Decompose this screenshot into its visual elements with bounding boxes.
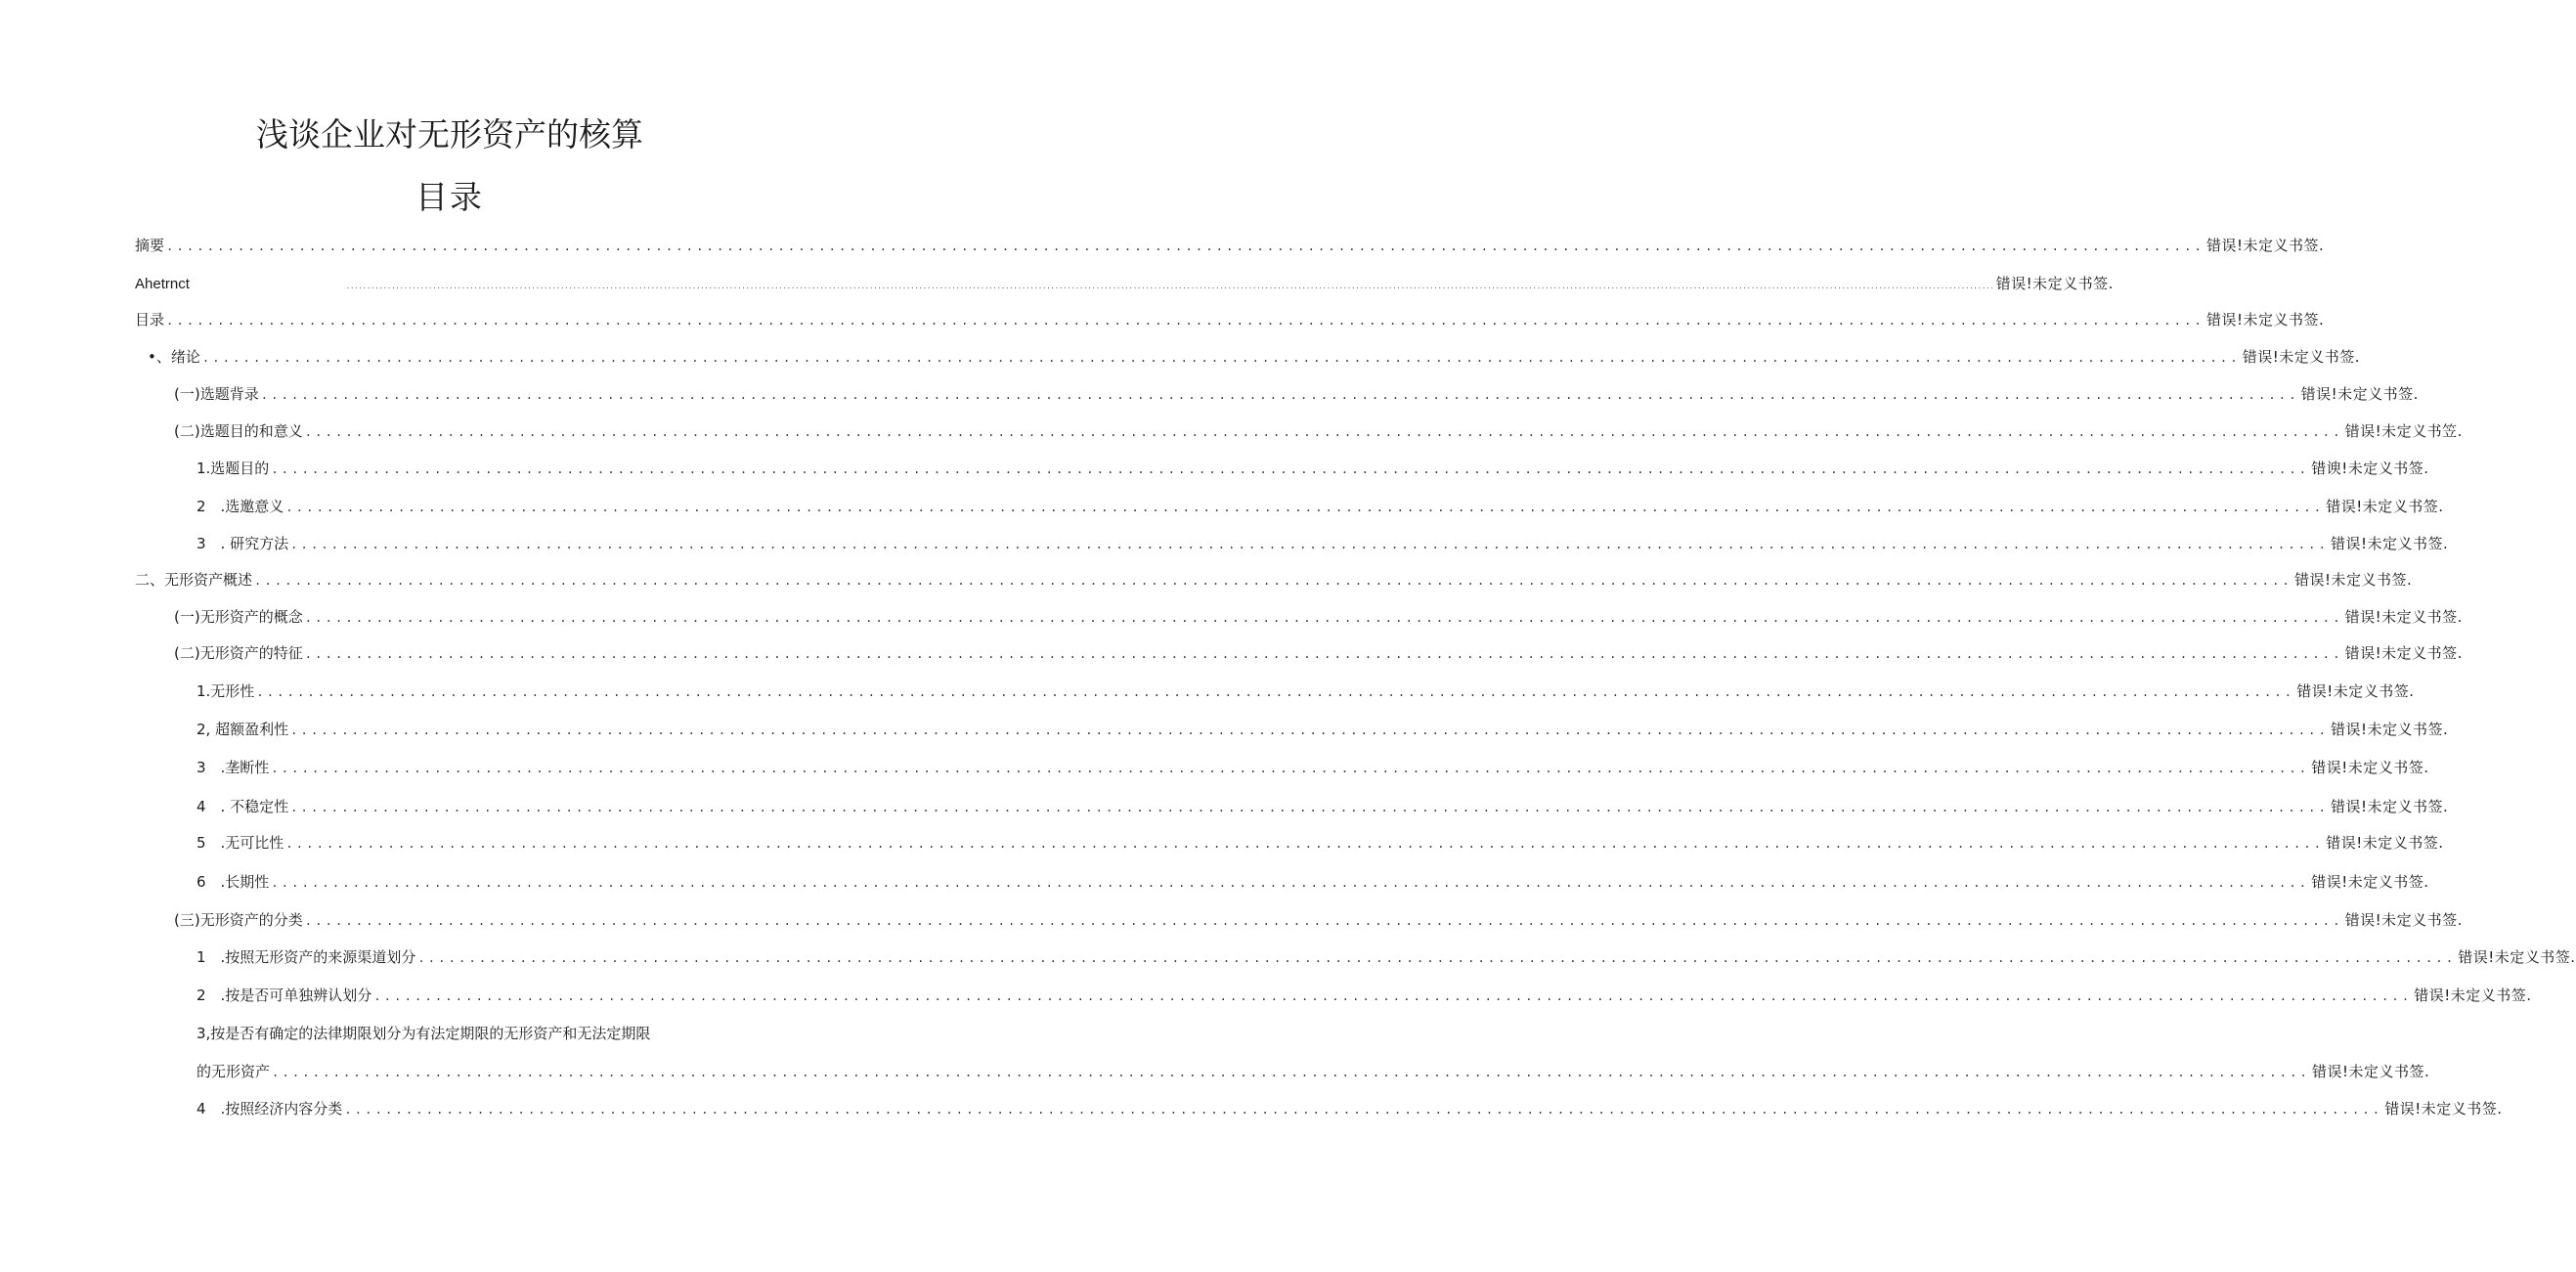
toc-entry-label: (二)无形资产的特征 [174, 644, 303, 662]
toc-entry-label: (一)无形资产的概念 [174, 608, 303, 626]
toc-entry-label: (二)选题目的和意义 [174, 422, 303, 440]
toc-entry-label: 二、无形资产概述 [135, 571, 253, 589]
toc-entry-label: 6 .长期性 [196, 873, 270, 891]
toc-entry[interactable] [196, 532, 2449, 555]
toc-entry-ref: 错误!未定义书签. [2293, 571, 2413, 589]
toc-entry-ref: 错谀!未定义书签. [2311, 460, 2429, 477]
toc-entry-ref: 错误!未定义书签. [2205, 237, 2325, 254]
toc-leader-dots: ........................................................................................................................................................................................................ [285, 837, 2325, 851]
toc-leader-dots: ........................................................................................................................................................................................................ [166, 314, 2205, 328]
toc-leader-dots: ................................................................................................................................................................................................................................................................................................................................................................................................................ [345, 283, 1994, 290]
toc-entry-label: 1 .按照无形资产的来源渠道划分 [196, 948, 416, 966]
toc-entry[interactable] [196, 457, 2429, 480]
toc-entry-ref: 错误!未定义书签. [2384, 1100, 2503, 1118]
toc-entry[interactable] [135, 234, 2325, 257]
toc-entry-ref: 错误!未定义书笠. [2344, 422, 2463, 440]
toc-entry[interactable] [196, 756, 2429, 779]
toc-entry-ref: 错误!未定义书签. [2414, 987, 2532, 1004]
toc-leader-dots: ........................................................................................................................................................................................................ [373, 989, 2413, 1003]
toc-leader-dots: ........................................................................................................................................................................................................ [271, 876, 2310, 890]
toc-heading: 目录 [415, 178, 484, 216]
toc-entry-ref: 错误!未定义书签. [2458, 948, 2576, 966]
toc-entry-label: (一)选题背录 [174, 385, 259, 403]
toc-entry-label: 5 .无可比性 [196, 834, 284, 852]
toc-entry-wrapped-line[interactable]: 3,按是否有确定的法律期限划分为有法定期限的无形资产和无法定期限 [196, 1025, 651, 1042]
toc-entry[interactable] [196, 718, 2449, 741]
toc-leader-dots: ........................................................................................................................................................................................................ [290, 538, 2330, 551]
toc-entry-ref: 错误!未定义书签. [2311, 759, 2429, 776]
toc-entry-ref: 错误!未定义书签. [2331, 721, 2449, 738]
toc-entry-label: (三)无形资产的分类 [174, 911, 303, 929]
toc-entry[interactable] [148, 345, 2361, 369]
toc-entry[interactable] [174, 908, 2463, 932]
toc-entry-label: 1.选题目的 [196, 460, 270, 477]
toc-entry-label: 4 . 不稳定性 [196, 798, 289, 815]
toc-entry-ref: 错误!未定义书签. [2311, 873, 2429, 891]
toc-entry[interactable] [196, 831, 2444, 855]
toc-leader-dots: ........................................................................................................................................................................................................ [304, 425, 2343, 439]
toc-entry[interactable] [196, 495, 2444, 518]
toc-entry-label: •、绪论 [148, 348, 200, 366]
toc-entry-ref: 错误!未定义书签. [2300, 385, 2419, 403]
toc-entry-ref: 错误!未定义书签. [2326, 834, 2444, 852]
toc-leader-dots: ........................................................................................................................................................................................................ [344, 1103, 2383, 1117]
toc-entry-ref: 错误!未定义书签. [2326, 498, 2444, 515]
toc-entry[interactable] [196, 1060, 2430, 1083]
toc-entry[interactable] [135, 308, 2325, 331]
toc-entry[interactable] [196, 945, 2576, 969]
toc-entry-label: 2 .按是否可单独辨认划分 [196, 987, 372, 1004]
toc-entry-ref: 错误!未定义书签. [2344, 644, 2463, 662]
toc-leader-dots: ........................................................................................................................................................................................................ [285, 501, 2325, 514]
toc-leader-dots: ........................................................................................................................................................................................................ [304, 914, 2343, 928]
toc-leader-dots: ........................................................................................................................................................................................................ [201, 351, 2241, 365]
toc-entry-ref: 错误!未定义书签. [2331, 535, 2449, 552]
toc-leader-dots: ........................................................................................................................................................................................................ [254, 574, 2292, 588]
toc-entry-ref: 错误!未定义书签. [2296, 682, 2415, 700]
toc-leader-dots: ........................................................................................................................................................................................................ [290, 801, 2330, 814]
toc-entry-ref: 错误!未定义书签. [2344, 608, 2463, 626]
document-title: 浅谈企业对无形资产的核算 [256, 115, 643, 154]
toc-entry-label: 3 .垄断性 [196, 759, 270, 776]
toc-leader-dots: ........................................................................................................................................................................................................ [272, 1066, 2310, 1079]
toc-entry-ref: 错误!未定义书签. [2311, 1063, 2430, 1080]
toc-entry-label: 2, 超额盈利性 [196, 721, 289, 738]
toc-leader-dots: ........................................................................................................................................................................................................ [417, 951, 2457, 965]
toc-entry[interactable] [196, 870, 2429, 894]
toc-entry-label: 1.无形性 [196, 682, 255, 700]
toc-entry[interactable] [196, 1097, 2503, 1120]
toc-leader-dots: ........................................................................................................................................................................................................ [166, 240, 2205, 253]
toc-entry-label: 2 .选邀意义 [196, 498, 284, 515]
toc-entry-label: 摘要 [135, 237, 165, 254]
toc-leader-dots: ........................................................................................................................................................................................................ [290, 724, 2330, 737]
toc-leader-dots: ........................................................................................................................................................................................................ [304, 611, 2343, 625]
toc-entry[interactable] [196, 680, 2415, 703]
toc-entry[interactable] [174, 382, 2419, 406]
toc-leader-dots: ........................................................................................................................................................................................................ [260, 388, 2299, 402]
toc-entry-label: 目录 [135, 311, 165, 329]
toc-entry-ref: 错误!未定义书签. [2242, 348, 2361, 366]
toc-entry-ref: 错误!未定义书签. [1995, 275, 2114, 292]
toc-entry-label: 4 .按照经济内容分类 [196, 1100, 343, 1118]
toc-entry[interactable] [174, 641, 2463, 665]
toc-entry-ref: 错误!未定义书签. [2205, 311, 2325, 329]
toc-leader-dots: ........................................................................................................................................................................................................ [256, 685, 2295, 699]
toc-entry[interactable] [196, 795, 2449, 818]
toc-entry[interactable] [196, 984, 2532, 1007]
toc-leader-dots: ........................................................................................................................................................................................................ [271, 462, 2310, 476]
toc-entry[interactable] [135, 568, 2413, 592]
toc-leader-dots: ........................................................................................................................................................................................................ [271, 762, 2310, 775]
toc-entry[interactable] [174, 419, 2463, 443]
toc-entry-ref: 错误!未定义书签. [2344, 911, 2463, 929]
toc-entry[interactable] [174, 605, 2463, 629]
toc-entry[interactable] [135, 272, 2114, 295]
toc-entry-ref: 错误!未定义书签. [2331, 798, 2449, 815]
toc-leader-dots: ........................................................................................................................................................................................................ [304, 647, 2343, 661]
toc-entry-label: 3 . 研究方法 [196, 535, 289, 552]
toc-entry-label: 的无形资产 [196, 1063, 271, 1080]
toc-entry-label: Ahetrnct [135, 276, 190, 292]
